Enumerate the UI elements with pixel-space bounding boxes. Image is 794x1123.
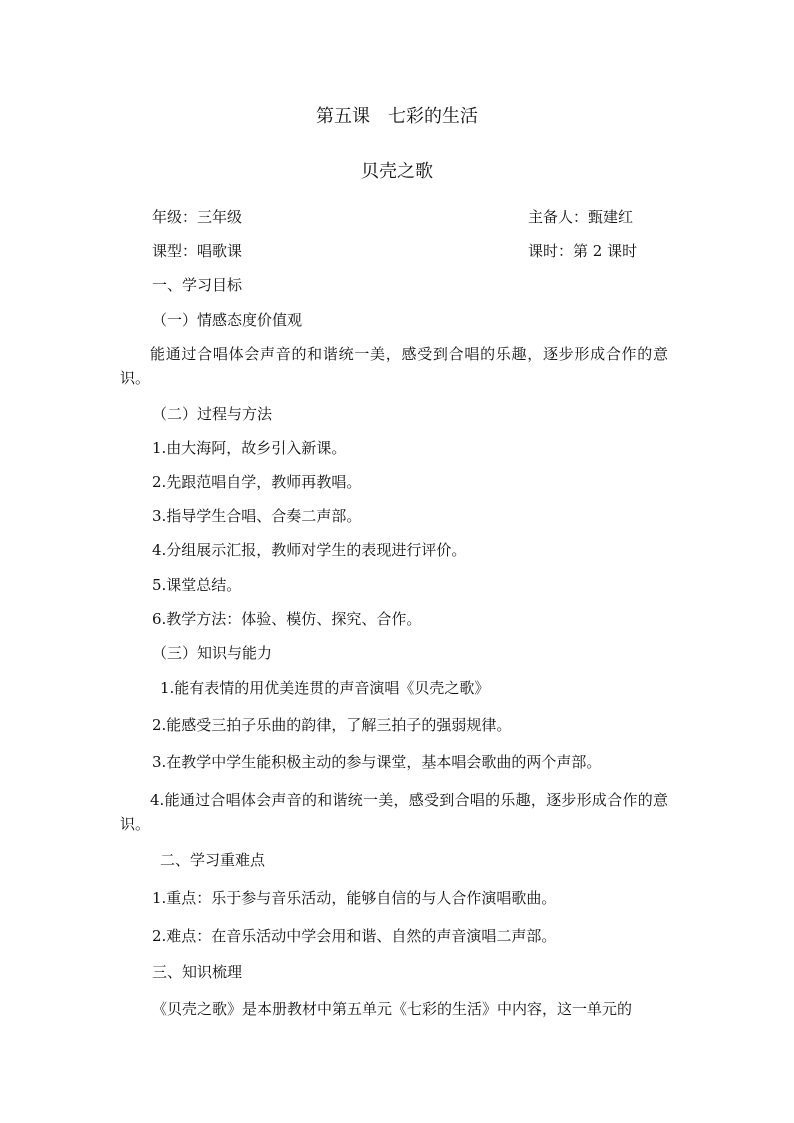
list-item: 2.难点：在音乐活动中学会用和谐、自然的声音演唱二声部。	[152, 927, 557, 945]
list-item: 6.教学方法：体验、模仿、探究、合作。	[152, 610, 422, 628]
list-item: 2.先跟范唱自学，教师再教唱。	[152, 473, 362, 491]
subsection-3-heading: （三）知识与能力	[152, 644, 273, 662]
subsection-2-heading: （二）过程与方法	[152, 405, 273, 423]
list-item: 1.能有表情的用优美连贯的声音演唱《贝壳之歌》	[160, 679, 490, 697]
preparer-label: 主备人：甄建红	[528, 208, 634, 226]
subsection-1-heading: （一）情感态度价值观	[152, 311, 303, 329]
list-item: 1.由大海阿，故乡引入新课。	[152, 439, 347, 457]
subsection-1-text: 能通过合唱体会声音的和谐统一美，感受到合唱的乐趣，逐步形成合作的意识。	[120, 345, 668, 387]
list-item: 3.指导学生合唱、合奏二声部。	[152, 507, 362, 525]
list-item: 4.能通过合唱体会声音的和谐统一美，感受到合唱的乐趣，逐步形成合作的意识。	[120, 791, 668, 833]
lesson-title: 第五课 七彩的生活	[316, 106, 478, 127]
section-2-heading: 二、学习重难点	[160, 851, 266, 869]
list-item: 3.在教学中学生能积极主动的参与课堂，基本唱会歌曲的两个声部。	[152, 753, 602, 771]
lesson-type-label: 课型：唱歌课	[152, 242, 243, 260]
song-title: 贝壳之歌	[361, 161, 433, 182]
list-item: 1.重点：乐于参与音乐活动，能够自信的与人合作演唱歌曲。	[152, 889, 557, 907]
list-item: 2.能感受三拍子乐曲的韵律，了解三拍子的强弱规律。	[152, 716, 512, 734]
list-item: 4.分组展示汇报，教师对学生的表现进行评价。	[152, 541, 467, 559]
lesson-period-label: 课时：第 2 课时	[528, 242, 638, 260]
section-1-heading: 一、学习目标	[152, 276, 243, 294]
section-3-heading: 三、知识梳理	[152, 963, 243, 981]
list-item: 5.课堂总结。	[152, 576, 242, 594]
grade-label: 年级：三年级	[152, 208, 243, 226]
section-3-text: 《贝壳之歌》是本册教材中第五单元《七彩的生活》中内容，这一单元的	[152, 1000, 633, 1018]
